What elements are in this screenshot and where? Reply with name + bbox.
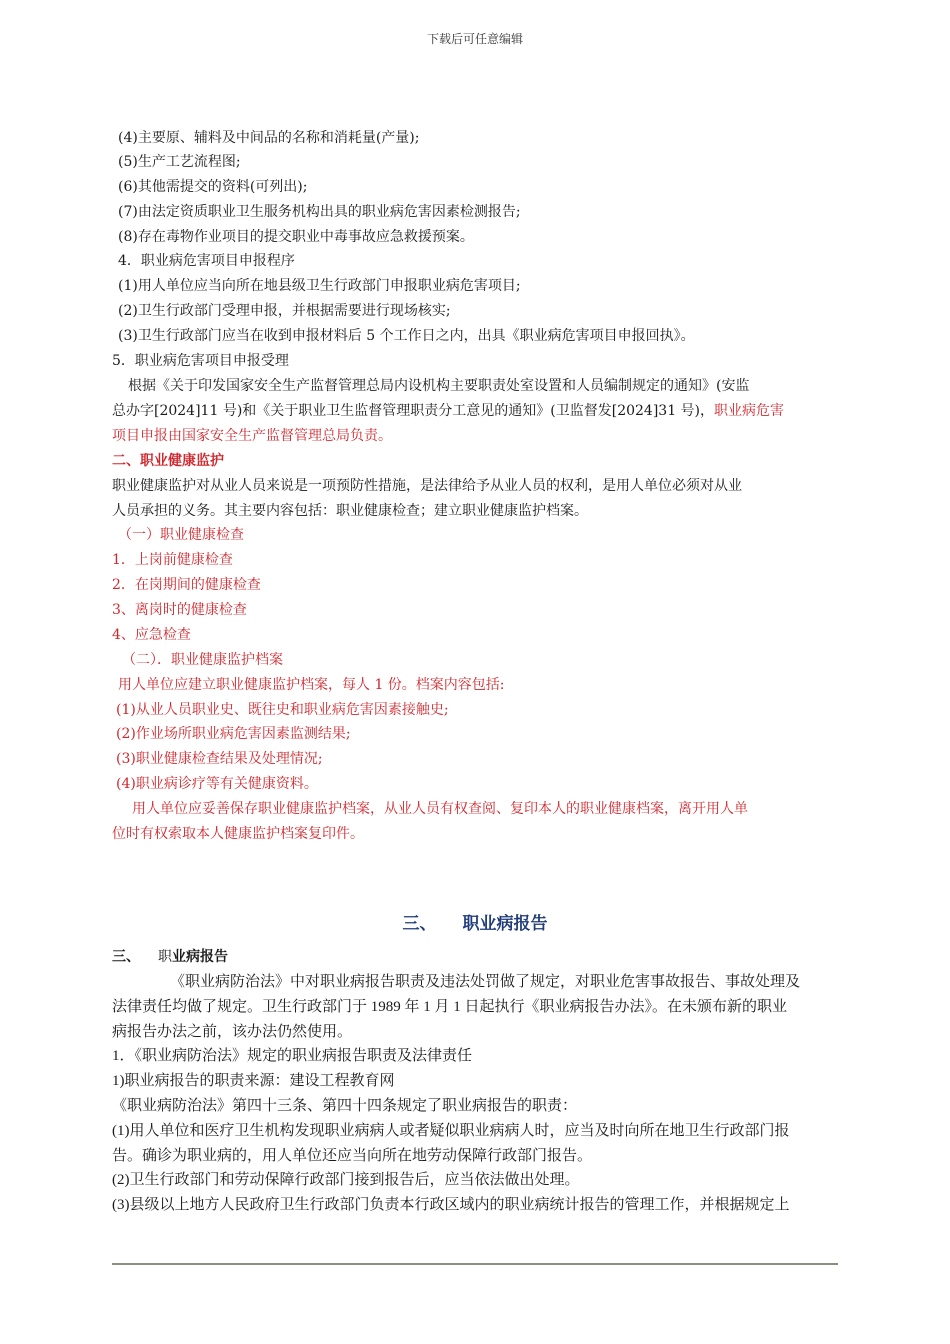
list-item: 4、应急检查	[112, 627, 191, 643]
section-heading: 二、职业健康监护	[112, 453, 224, 469]
section-title-text: 职业病报告	[462, 914, 548, 934]
list-item: (2)作业场所职业病危害因素监测结果;	[116, 726, 351, 742]
list-item: (3)县级以上地方人民政府卫生行政部门负责本行政区域内的职业病统计报告的管理工作，并根据规定上	[112, 1197, 790, 1213]
footer-divider	[112, 1263, 838, 1265]
paragraph-text: 总办字[2024]11 号)和《关于职业卫生监督管理职责分工意见的通知》(卫监督发[2024]31 号)，	[112, 403, 715, 419]
paragraph-line: 《职业病防治法》中对职业病报告职责及违法处罚做了规定，对职业危害事故报告、事故处理及	[170, 974, 801, 990]
list-item: (8)存在毒物作业项目的提交职业中毒事故应急救援预案。	[118, 229, 474, 245]
sub-heading: （一）职业健康检查	[118, 527, 244, 543]
section-heading	[112, 947, 842, 967]
paragraph-line: 项目申报由国家安全生产监督管理总局负责。	[112, 428, 392, 444]
list-item: 1)职业病报告的职责来源：建设工程教育网	[112, 1073, 395, 1089]
sub-heading: （二）．职业健康监护档案	[122, 652, 283, 668]
sub-heading: 4．职业病危害项目申报程序	[118, 253, 295, 269]
paragraph-line: 法律责任均做了规定。卫生行政部门于 1989 年 1 月 1 日起执行《职业病报告办法》。在未颁布新的职业	[112, 999, 788, 1015]
page-header: 下载后可任意编辑	[426, 32, 523, 46]
list-item: (7)由法定资质职业卫生服务机构出具的职业病危害因素检测报告;	[118, 204, 521, 220]
section-heading-text: 职	[158, 949, 172, 965]
paragraph-line: 位时有权索取本人健康监护档案复印件。	[112, 826, 364, 842]
sub-heading: 5．职业病危害项目申报受理	[112, 353, 289, 369]
paragraph-line: 用人单位应妥善保存职业健康监护档案，从业人员有权查阅、复印本人的职业健康档案，离开用人单	[132, 801, 748, 817]
section-title	[0, 912, 950, 936]
paragraph-line: 用人单位应建立职业健康监护档案，每人 1 份。档案内容包括:	[118, 677, 505, 693]
paragraph-text-red: 职业病危害	[714, 403, 785, 419]
paragraph-line	[112, 401, 842, 421]
list-item: (2)卫生行政部门受理申报，并根据需要进行现场核实;	[118, 303, 451, 319]
list-item: (1)用人单位应当向所在地县级卫生行政部门申报职业病危害项目;	[118, 278, 521, 294]
paragraph-line: 病报告办法之前，该办法仍然使用。	[112, 1024, 353, 1040]
paragraph-line: 职业健康监护对从业人员来说是一项预防性措施，是法律给予从业人员的权利，是用人单位必须对从业	[112, 478, 742, 494]
list-item: (4)主要原、辅料及中间品的名称和消耗量(产量);	[118, 130, 420, 146]
list-item: 2．在岗期间的健康检查	[112, 577, 261, 593]
list-item: (4)职业病诊疗等有关健康资料。	[116, 776, 318, 792]
sub-heading: 1．《职业病防治法》规定的职业病报告职责及法律责任	[112, 1048, 473, 1064]
list-item: 1．上岗前健康检查	[112, 552, 233, 568]
list-item: (6)其他需提交的资料(可列出);	[118, 179, 308, 195]
section-heading-number: 三、	[112, 949, 140, 965]
section-title-number: 三、	[402, 914, 437, 934]
section-heading-text-bold: 业病报告	[172, 949, 228, 965]
list-item: (3)卫生行政部门应当在收到申报材料后 5 个工作日之内，出具《职业病危害项目申报回执》。	[118, 328, 695, 344]
list-item: (1)用人单位和医疗卫生机构发现职业病病人或者疑似职业病病人时，应当及时向所在地卫生行政部门报	[112, 1123, 790, 1139]
list-item: (2)卫生行政部门和劳动保障行政部门接到报告后，应当依法做出处理。	[112, 1172, 580, 1188]
paragraph-line: 《职业病防治法》第四十三条、第四十四条规定了职业病报告的职责：	[112, 1098, 578, 1114]
paragraph-line: 根据《关于印发国家安全生产监督管理总局内设机构主要职责处室设置和人员编制规定的通知》(安监	[128, 378, 750, 394]
list-item: 3、离岗时的健康检查	[112, 602, 247, 618]
paragraph-line: 告。确诊为职业病的，用人单位还应当向所在地劳动保障行政部门报告。	[112, 1148, 593, 1164]
list-item: (3)职业健康检查结果及处理情况;	[116, 751, 323, 767]
list-item: (5)生产工艺流程图;	[118, 154, 241, 170]
list-item: (1)从业人员职业史、既往史和职业病危害因素接触史;	[116, 702, 449, 718]
paragraph-line: 人员承担的义务。其主要内容包括：职业健康检查；建立职业健康监护档案。	[112, 503, 588, 519]
